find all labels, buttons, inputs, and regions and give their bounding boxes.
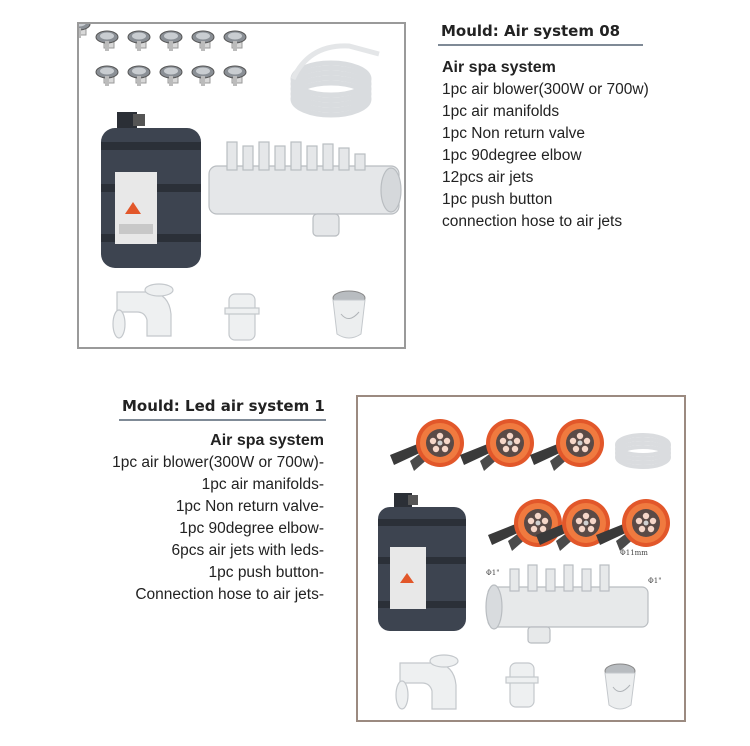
hose-coil-image xyxy=(293,46,379,115)
product-photo-led-air-system-1 xyxy=(356,395,686,722)
air-blower-image xyxy=(101,112,201,268)
list-item: 1pc push button xyxy=(442,191,553,208)
list-item: 12pcs air jets xyxy=(442,169,534,186)
elbow-fitting-image xyxy=(396,655,458,709)
air-jets-image xyxy=(79,24,246,86)
list-heading: Air spa system xyxy=(442,59,556,76)
hose-coil-image xyxy=(617,435,669,467)
elbow-fitting-image xyxy=(113,284,173,338)
title-underline xyxy=(119,419,326,421)
list-heading: Air spa system xyxy=(210,432,324,449)
dimension-label: Φ1" xyxy=(486,569,500,577)
list-item: 1pc 90degree elbow- xyxy=(179,520,324,537)
list-item: 1pc 90degree elbow xyxy=(442,147,582,164)
list-item: connection hose to air jets xyxy=(442,213,623,230)
mould-title-led-air-system-1: Mould: Led air system 1 xyxy=(122,397,325,415)
list-item: 1pc Non return valve- xyxy=(175,498,324,515)
list-item: 1pc air blower(300W or 700w) xyxy=(442,81,649,98)
dimension-label: Φ1" xyxy=(648,577,662,585)
non-return-valve-image xyxy=(225,294,259,340)
push-button-image xyxy=(333,291,365,338)
parts-list-led-air-system-1 xyxy=(112,430,324,606)
list-item: 1pc air manifolds xyxy=(442,103,560,120)
list-item: Connection hose to air jets- xyxy=(135,586,324,603)
product-photo-air-system-08 xyxy=(77,22,406,349)
air-blower-image xyxy=(378,493,466,631)
list-item: 6pcs air jets with leds- xyxy=(171,542,324,559)
push-button-image xyxy=(605,664,635,709)
list-item: 1pc push button- xyxy=(208,564,324,581)
mould-title-air-system-08: Mould: Air system 08 xyxy=(441,22,621,40)
air-manifold-image xyxy=(209,142,401,236)
list-item: 1pc air manifolds- xyxy=(201,476,324,493)
dimension-label: Φ11mm xyxy=(620,549,648,557)
title-underline xyxy=(438,44,643,46)
non-return-valve-image xyxy=(506,663,538,707)
list-item: 1pc air blower(300W or 700w)- xyxy=(112,454,324,471)
air-manifold-image xyxy=(486,565,648,643)
list-item: 1pc Non return valve xyxy=(442,125,586,142)
parts-list-air-system-08 xyxy=(442,57,649,233)
